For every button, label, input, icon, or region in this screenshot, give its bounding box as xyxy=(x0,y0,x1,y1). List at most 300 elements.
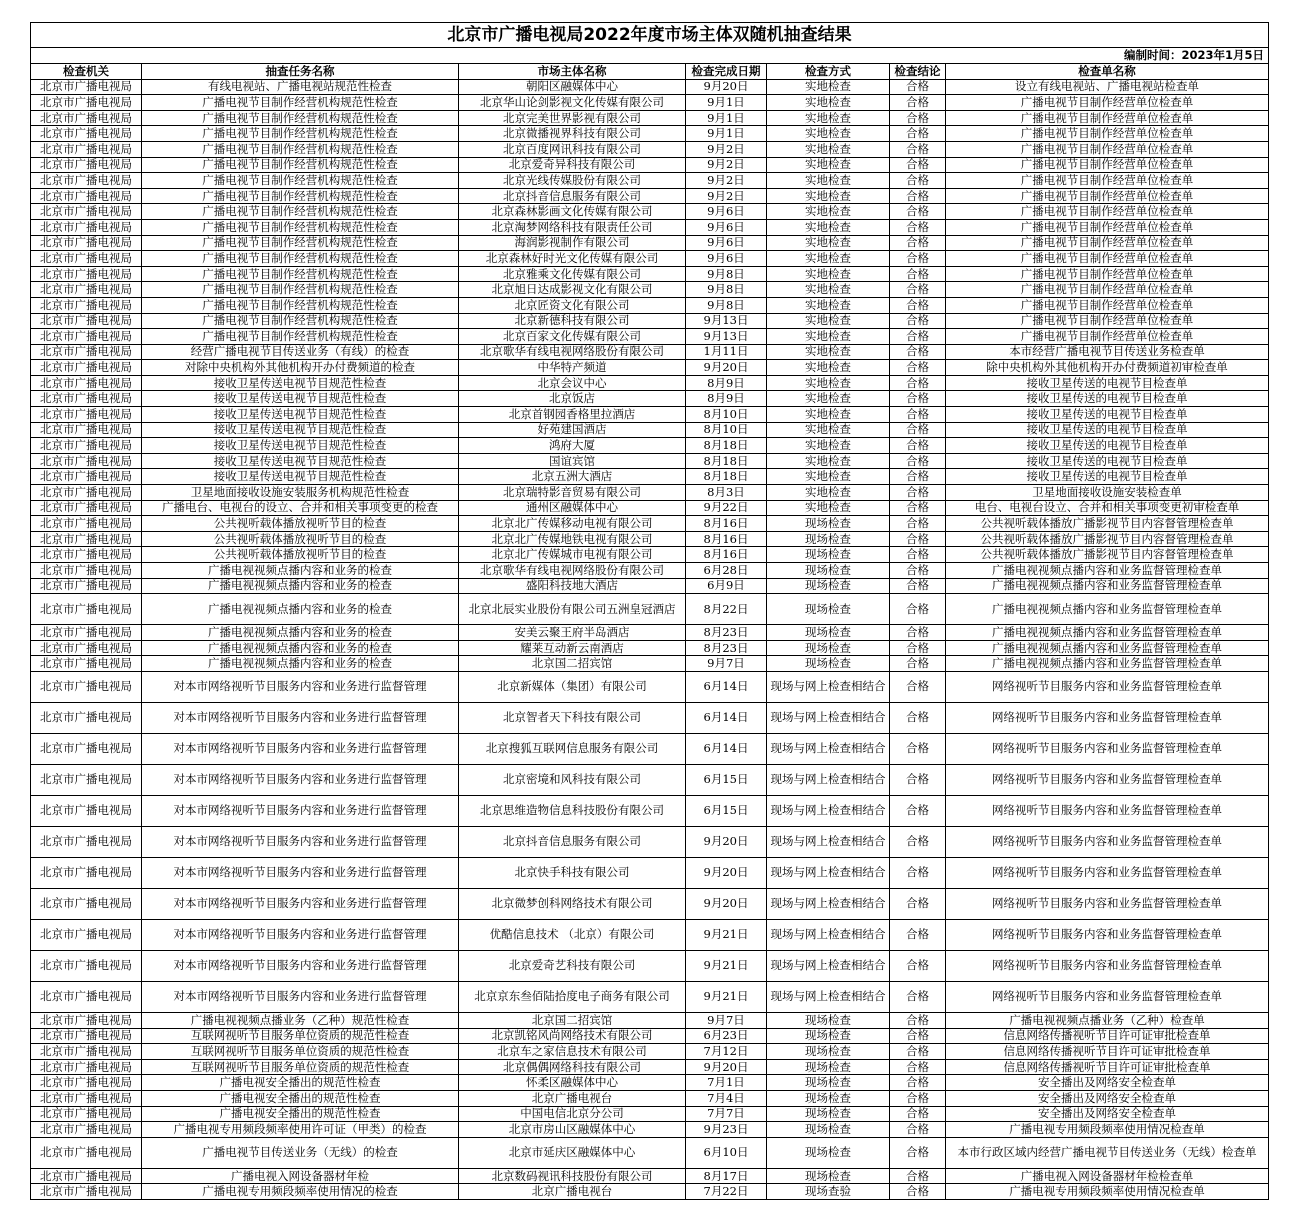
table-row xyxy=(31,282,1269,298)
cell-method: 现场检查 xyxy=(767,1090,890,1106)
cell-form: 广播电视视频点播内容和业务监督管理检查单 xyxy=(946,578,1269,594)
cell-date: 9月21日 xyxy=(686,950,767,981)
cell-result: 合格 xyxy=(890,1090,946,1106)
cell-entity: 北京微播视界科技有限公司 xyxy=(459,126,686,142)
cell-method: 现场检查 xyxy=(767,1012,890,1028)
page-title: 北京市广播电视局2022年度市场主体双随机抽查结果 xyxy=(31,23,1269,48)
cell-form: 网络视听节目服务内容和业务监督管理检查单 xyxy=(946,702,1269,733)
cell-agency: 北京市广播电视局 xyxy=(31,950,142,981)
cell-method: 实地检查 xyxy=(767,500,890,516)
cell-form: 安全播出及网络安全检查单 xyxy=(946,1090,1269,1106)
table-row xyxy=(31,110,1269,126)
cell-result: 合格 xyxy=(890,297,946,313)
cell-agency: 北京市广播电视局 xyxy=(31,173,142,189)
cell-method: 现场检查 xyxy=(767,625,890,641)
cell-form: 网络视听节目服务内容和业务监督管理检查单 xyxy=(946,826,1269,857)
cell-task: 广播电视视频点播内容和业务的检查 xyxy=(142,640,459,656)
cell-method: 实地检查 xyxy=(767,360,890,376)
cell-task: 广播电视节目制作经营机构规范性检查 xyxy=(142,188,459,204)
cell-method: 现场检查 xyxy=(767,547,890,563)
table-row xyxy=(31,888,1269,919)
cell-method: 现场检查 xyxy=(767,578,890,594)
cell-entity: 北京完美世界影视有限公司 xyxy=(459,110,686,126)
cell-method: 实地检查 xyxy=(767,173,890,189)
cell-result: 合格 xyxy=(890,360,946,376)
table-row xyxy=(31,578,1269,594)
cell-date: 9月2日 xyxy=(686,188,767,204)
cell-date: 8月16日 xyxy=(686,516,767,532)
table-row xyxy=(31,360,1269,376)
cell-date: 7月12日 xyxy=(686,1044,767,1060)
cell-result: 合格 xyxy=(890,141,946,157)
cell-task: 接收卫星传送电视节目规范性检查 xyxy=(142,375,459,391)
table-row xyxy=(31,453,1269,469)
cell-method: 实地检查 xyxy=(767,235,890,251)
cell-result: 合格 xyxy=(890,950,946,981)
cell-agency: 北京市广播电视局 xyxy=(31,733,142,764)
cell-agency: 北京市广播电视局 xyxy=(31,981,142,1012)
cell-entity: 北京新德科技有限公司 xyxy=(459,313,686,329)
cell-result: 合格 xyxy=(890,407,946,423)
cell-date: 9月13日 xyxy=(686,329,767,345)
cell-form: 广播电视节目制作经营单位检查单 xyxy=(946,235,1269,251)
cell-entity: 朝阳区融媒体中心 xyxy=(459,79,686,95)
cell-date: 8月9日 xyxy=(686,391,767,407)
cell-method: 现场检查 xyxy=(767,516,890,532)
cell-form: 广播电视视频点播业务（乙种）检查单 xyxy=(946,1012,1269,1028)
cell-form: 广播电视节目制作经营单位检查单 xyxy=(946,282,1269,298)
cell-method: 现场检查 xyxy=(767,1059,890,1075)
cell-form: 除中央机构外其他机构开办付费频道初审检查单 xyxy=(946,360,1269,376)
cell-task: 广播电视安全播出的规范性检查 xyxy=(142,1090,459,1106)
table-row xyxy=(31,1106,1269,1122)
cell-task: 广播电视视频点播业务（乙种）规范性检查 xyxy=(142,1012,459,1028)
cell-date: 9月21日 xyxy=(686,919,767,950)
cell-agency: 北京市广播电视局 xyxy=(31,1044,142,1060)
cell-task: 广播电视节目制作经营机构规范性检查 xyxy=(142,266,459,282)
cell-method: 现场与网上检查相结合 xyxy=(767,764,890,795)
cell-method: 现场检查 xyxy=(767,1168,890,1184)
cell-date: 7月1日 xyxy=(686,1075,767,1091)
cell-date: 9月7日 xyxy=(686,656,767,672)
table-row xyxy=(31,391,1269,407)
cell-entity: 北京国二招宾馆 xyxy=(459,1012,686,1028)
cell-agency: 北京市广播电视局 xyxy=(31,407,142,423)
cell-method: 现场检查 xyxy=(767,1075,890,1091)
cell-method: 现场检查 xyxy=(767,1137,890,1168)
cell-date: 9月20日 xyxy=(686,826,767,857)
cell-task: 公共视听载体播放视听节目的检查 xyxy=(142,547,459,563)
cell-result: 合格 xyxy=(890,857,946,888)
table-row xyxy=(31,594,1269,625)
cell-task: 接收卫星传送电视节目规范性检查 xyxy=(142,469,459,485)
header-cell: 检查单名称 xyxy=(946,64,1269,80)
cell-date: 8月3日 xyxy=(686,485,767,501)
cell-entity: 北京思维造物信息科技股份有限公司 xyxy=(459,795,686,826)
cell-date: 6月28日 xyxy=(686,563,767,579)
cell-agency: 北京市广播电视局 xyxy=(31,563,142,579)
cell-result: 合格 xyxy=(890,671,946,702)
cell-entity: 北京爱奇异科技有限公司 xyxy=(459,157,686,173)
cell-task: 广播电视节目制作经营机构规范性检查 xyxy=(142,329,459,345)
table-row xyxy=(31,857,1269,888)
table-row xyxy=(31,204,1269,220)
cell-method: 现场与网上检查相结合 xyxy=(767,826,890,857)
cell-entity: 北京微梦创科网络技术有限公司 xyxy=(459,888,686,919)
cell-method: 现场检查 xyxy=(767,640,890,656)
cell-task: 广播电视专用频段频率使用情况的检查 xyxy=(142,1184,459,1200)
cell-entity: 盛阳科技地大酒店 xyxy=(459,578,686,594)
cell-agency: 北京市广播电视局 xyxy=(31,516,142,532)
cell-form: 广播电视节目制作经营单位检查单 xyxy=(946,157,1269,173)
cell-entity: 北京国二招宾馆 xyxy=(459,656,686,672)
cell-entity: 海润影视制作有限公司 xyxy=(459,235,686,251)
cell-task: 接收卫星传送电视节目规范性检查 xyxy=(142,407,459,423)
cell-result: 合格 xyxy=(890,375,946,391)
cell-agency: 北京市广播电视局 xyxy=(31,500,142,516)
cell-task: 广播电视视频点播内容和业务的检查 xyxy=(142,578,459,594)
cell-date: 9月1日 xyxy=(686,110,767,126)
cell-task: 对除中央机构外其他机构开办付费频道的检查 xyxy=(142,360,459,376)
cell-result: 合格 xyxy=(890,733,946,764)
cell-date: 8月18日 xyxy=(686,438,767,454)
cell-task: 广播电视入网设备器材年检 xyxy=(142,1168,459,1184)
cell-result: 合格 xyxy=(890,1075,946,1091)
cell-result: 合格 xyxy=(890,1137,946,1168)
table-row xyxy=(31,485,1269,501)
cell-result: 合格 xyxy=(890,578,946,594)
cell-task: 接收卫星传送电视节目规范性检查 xyxy=(142,391,459,407)
cell-result: 合格 xyxy=(890,79,946,95)
cell-entity: 怀柔区融媒体中心 xyxy=(459,1075,686,1091)
cell-form: 广播电视节目制作经营单位检查单 xyxy=(946,173,1269,189)
cell-result: 合格 xyxy=(890,764,946,795)
cell-entity: 北京广播电视台 xyxy=(459,1090,686,1106)
table-row xyxy=(31,500,1269,516)
cell-method: 现场检查 xyxy=(767,656,890,672)
cell-date: 9月2日 xyxy=(686,173,767,189)
cell-form: 广播电视节目制作经营单位检查单 xyxy=(946,110,1269,126)
cell-agency: 北京市广播电视局 xyxy=(31,297,142,313)
cell-result: 合格 xyxy=(890,625,946,641)
cell-agency: 北京市广播电视局 xyxy=(31,1106,142,1122)
cell-form: 电台、电视台设立、合并和相关事项变更初审检查单 xyxy=(946,500,1269,516)
cell-task: 接收卫星传送电视节目规范性检查 xyxy=(142,438,459,454)
cell-task: 广播电视视频点播内容和业务的检查 xyxy=(142,656,459,672)
cell-form: 广播电视节目制作经营单位检查单 xyxy=(946,95,1269,111)
cell-result: 合格 xyxy=(890,640,946,656)
cell-entity: 中国电信北京分公司 xyxy=(459,1106,686,1122)
cell-task: 广播电视节目制作经营机构规范性检查 xyxy=(142,110,459,126)
cell-date: 9月20日 xyxy=(686,888,767,919)
cell-date: 9月20日 xyxy=(686,857,767,888)
cell-entity: 北京会议中心 xyxy=(459,375,686,391)
cell-entity: 优酷信息技术 （北京）有限公司 xyxy=(459,919,686,950)
cell-result: 合格 xyxy=(890,1044,946,1060)
cell-entity: 北京数码视讯科技股份有限公司 xyxy=(459,1168,686,1184)
results-sheet xyxy=(30,22,1268,1200)
cell-form: 广播电视视频点播内容和业务监督管理检查单 xyxy=(946,625,1269,641)
cell-task: 广播电视节目制作经营机构规范性检查 xyxy=(142,141,459,157)
cell-entity: 安美云聚王府半岛酒店 xyxy=(459,625,686,641)
cell-task: 对本市网络视听节目服务内容和业务进行监督管理 xyxy=(142,733,459,764)
cell-form: 广播电视节目制作经营单位检查单 xyxy=(946,188,1269,204)
cell-method: 现场与网上检查相结合 xyxy=(767,857,890,888)
cell-agency: 北京市广播电视局 xyxy=(31,375,142,391)
cell-agency: 北京市广播电视局 xyxy=(31,640,142,656)
cell-task: 对本市网络视听节目服务内容和业务进行监督管理 xyxy=(142,950,459,981)
cell-entity: 北京淘梦网络科技有限责任公司 xyxy=(459,219,686,235)
cell-form: 广播电视节目制作经营单位检查单 xyxy=(946,297,1269,313)
cell-date: 7月7日 xyxy=(686,1106,767,1122)
cell-form: 广播电视节目制作经营单位检查单 xyxy=(946,266,1269,282)
cell-method: 实地检查 xyxy=(767,219,890,235)
table-row xyxy=(31,344,1269,360)
cell-form: 信息网络传播视听节目许可证审批检查单 xyxy=(946,1028,1269,1044)
cell-result: 合格 xyxy=(890,251,946,267)
cell-entity: 北京首钢园香格里拉酒店 xyxy=(459,407,686,423)
cell-method: 现场与网上检查相结合 xyxy=(767,671,890,702)
cell-date: 9月20日 xyxy=(686,360,767,376)
cell-form: 网络视听节目服务内容和业务监督管理检查单 xyxy=(946,919,1269,950)
cell-task: 广播电视视频点播内容和业务的检查 xyxy=(142,594,459,625)
cell-date: 8月16日 xyxy=(686,547,767,563)
cell-task: 广播电视节目传送业务（无线）的检查 xyxy=(142,1137,459,1168)
cell-task: 对本市网络视听节目服务内容和业务进行监督管理 xyxy=(142,888,459,919)
cell-entity: 北京光线传媒股份有限公司 xyxy=(459,173,686,189)
cell-entity: 北京市房山区融媒体中心 xyxy=(459,1122,686,1138)
cell-form: 设立有线电视站、广播电视站检查单 xyxy=(946,79,1269,95)
cell-result: 合格 xyxy=(890,981,946,1012)
cell-method: 实地检查 xyxy=(767,422,890,438)
cell-form: 接收卫星传送的电视节目检查单 xyxy=(946,469,1269,485)
cell-task: 互联网视听节目服务单位资质的规范性检查 xyxy=(142,1059,459,1075)
cell-task: 广播电视节目制作经营机构规范性检查 xyxy=(142,126,459,142)
cell-form: 广播电视节目制作经营单位检查单 xyxy=(946,126,1269,142)
cell-entity: 国谊宾馆 xyxy=(459,453,686,469)
table-row xyxy=(31,764,1269,795)
cell-agency: 北京市广播电视局 xyxy=(31,110,142,126)
cell-result: 合格 xyxy=(890,1106,946,1122)
cell-method: 现场检查 xyxy=(767,563,890,579)
table-row xyxy=(31,733,1269,764)
cell-entity: 北京快手科技有限公司 xyxy=(459,857,686,888)
table-row xyxy=(31,157,1269,173)
table-row xyxy=(31,95,1269,111)
cell-agency: 北京市广播电视局 xyxy=(31,531,142,547)
cell-form: 接收卫星传送的电视节目检查单 xyxy=(946,453,1269,469)
cell-agency: 北京市广播电视局 xyxy=(31,795,142,826)
cell-date: 8月9日 xyxy=(686,375,767,391)
cell-agency: 北京市广播电视局 xyxy=(31,266,142,282)
table-row xyxy=(31,1075,1269,1091)
cell-entity: 北京雅乘文化传媒有限公司 xyxy=(459,266,686,282)
cell-entity: 北京北辰实业股份有限公司五洲皇冠酒店 xyxy=(459,594,686,625)
cell-method: 现场与网上检查相结合 xyxy=(767,733,890,764)
cell-form: 广播电视节目制作经营单位检查单 xyxy=(946,329,1269,345)
cell-task: 对本市网络视听节目服务内容和业务进行监督管理 xyxy=(142,857,459,888)
table-row xyxy=(31,297,1269,313)
cell-form: 广播电视入网设备器材年检检查单 xyxy=(946,1168,1269,1184)
cell-form: 接收卫星传送的电视节目检查单 xyxy=(946,438,1269,454)
header-cell: 检查结论 xyxy=(890,64,946,80)
cell-agency: 北京市广播电视局 xyxy=(31,1168,142,1184)
cell-form: 接收卫星传送的电视节目检查单 xyxy=(946,391,1269,407)
table-row xyxy=(31,469,1269,485)
cell-result: 合格 xyxy=(890,219,946,235)
cell-agency: 北京市广播电视局 xyxy=(31,204,142,220)
cell-result: 合格 xyxy=(890,563,946,579)
cell-date: 9月8日 xyxy=(686,282,767,298)
cell-result: 合格 xyxy=(890,188,946,204)
cell-result: 合格 xyxy=(890,313,946,329)
cell-date: 8月10日 xyxy=(686,407,767,423)
cell-entity: 北京歌华有线电视网络股份有限公司 xyxy=(459,344,686,360)
cell-entity: 北京智者天下科技有限公司 xyxy=(459,702,686,733)
cell-method: 实地检查 xyxy=(767,329,890,345)
cell-form: 广播电视视频点播内容和业务监督管理检查单 xyxy=(946,563,1269,579)
cell-result: 合格 xyxy=(890,594,946,625)
cell-agency: 北京市广播电视局 xyxy=(31,360,142,376)
cell-entity: 鸿府大厦 xyxy=(459,438,686,454)
cell-form: 本市经营广播电视节目传送业务检查单 xyxy=(946,344,1269,360)
cell-task: 公共视听载体播放视听节目的检查 xyxy=(142,531,459,547)
cell-method: 现场检查 xyxy=(767,1028,890,1044)
cell-entity: 北京抖音信息服务有限公司 xyxy=(459,826,686,857)
cell-method: 实地检查 xyxy=(767,391,890,407)
cell-result: 合格 xyxy=(890,919,946,950)
header-cell: 检查完成日期 xyxy=(686,64,767,80)
cell-entity: 北京百度网讯科技有限公司 xyxy=(459,141,686,157)
cell-date: 6月9日 xyxy=(686,578,767,594)
header-row xyxy=(31,64,1269,80)
cell-form: 广播电视节目制作经营单位检查单 xyxy=(946,251,1269,267)
table-row xyxy=(31,173,1269,189)
cell-task: 卫星地面接收设施安装服务机构规范性检查 xyxy=(142,485,459,501)
table-row xyxy=(31,188,1269,204)
cell-method: 实地检查 xyxy=(767,110,890,126)
cell-method: 实地检查 xyxy=(767,79,890,95)
cell-result: 合格 xyxy=(890,235,946,251)
table-row xyxy=(31,563,1269,579)
cell-task: 公共视听载体播放视听节目的检查 xyxy=(142,516,459,532)
cell-task: 广播电视视频点播内容和业务的检查 xyxy=(142,563,459,579)
cell-form: 广播电视专用频段频率使用情况检查单 xyxy=(946,1184,1269,1200)
cell-entity: 北京五洲大酒店 xyxy=(459,469,686,485)
cell-task: 广播电视节目制作经营机构规范性检查 xyxy=(142,219,459,235)
cell-task: 对本市网络视听节目服务内容和业务进行监督管理 xyxy=(142,919,459,950)
cell-method: 现场检查 xyxy=(767,1106,890,1122)
cell-form: 接收卫星传送的电视节目检查单 xyxy=(946,375,1269,391)
cell-result: 合格 xyxy=(890,329,946,345)
cell-task: 广播电视节目制作经营机构规范性检查 xyxy=(142,251,459,267)
cell-task: 对本市网络视听节目服务内容和业务进行监督管理 xyxy=(142,764,459,795)
cell-agency: 北京市广播电视局 xyxy=(31,251,142,267)
cell-method: 实地检查 xyxy=(767,282,890,298)
cell-form: 广播电视节目制作经营单位检查单 xyxy=(946,204,1269,220)
cell-result: 合格 xyxy=(890,1028,946,1044)
cell-form: 公共视听载体播放广播影视节目内容督管理检查单 xyxy=(946,531,1269,547)
cell-form: 安全播出及网络安全检查单 xyxy=(946,1075,1269,1091)
cell-result: 合格 xyxy=(890,1012,946,1028)
header-cell: 检查机关 xyxy=(31,64,142,80)
cell-form: 网络视听节目服务内容和业务监督管理检查单 xyxy=(946,888,1269,919)
cell-form: 本市行政区域内经营广播电视节目传送业务（无线）检查单 xyxy=(946,1137,1269,1168)
cell-date: 7月4日 xyxy=(686,1090,767,1106)
cell-agency: 北京市广播电视局 xyxy=(31,157,142,173)
cell-date: 9月2日 xyxy=(686,141,767,157)
cell-method: 现场查验 xyxy=(767,1184,890,1200)
cell-method: 实地检查 xyxy=(767,375,890,391)
cell-result: 合格 xyxy=(890,266,946,282)
cell-date: 9月8日 xyxy=(686,297,767,313)
cell-method: 实地检查 xyxy=(767,141,890,157)
cell-entity: 北京匠资文化有限公司 xyxy=(459,297,686,313)
cell-date: 9月22日 xyxy=(686,500,767,516)
cell-agency: 北京市广播电视局 xyxy=(31,422,142,438)
cell-result: 合格 xyxy=(890,344,946,360)
cell-date: 6月14日 xyxy=(686,733,767,764)
cell-entity: 北京密境和风科技有限公司 xyxy=(459,764,686,795)
cell-entity: 北京华山论剑影视文化传媒有限公司 xyxy=(459,95,686,111)
table-row xyxy=(31,531,1269,547)
table-row xyxy=(31,1168,1269,1184)
cell-result: 合格 xyxy=(890,110,946,126)
table-row xyxy=(31,141,1269,157)
table-row xyxy=(31,422,1269,438)
cell-method: 现场检查 xyxy=(767,1044,890,1060)
cell-agency: 北京市广播电视局 xyxy=(31,594,142,625)
cell-task: 广播电视节目制作经营机构规范性检查 xyxy=(142,204,459,220)
cell-date: 8月17日 xyxy=(686,1168,767,1184)
cell-date: 6月10日 xyxy=(686,1137,767,1168)
cell-task: 广播电视安全播出的规范性检查 xyxy=(142,1106,459,1122)
cell-agency: 北京市广播电视局 xyxy=(31,485,142,501)
cell-date: 7月22日 xyxy=(686,1184,767,1200)
cell-method: 现场与网上检查相结合 xyxy=(767,919,890,950)
table-row xyxy=(31,1044,1269,1060)
cell-date: 9月6日 xyxy=(686,219,767,235)
cell-date: 9月1日 xyxy=(686,95,767,111)
compiled-date-row xyxy=(31,48,1269,64)
cell-method: 现场与网上检查相结合 xyxy=(767,888,890,919)
table-row xyxy=(31,1090,1269,1106)
table-row xyxy=(31,219,1269,235)
cell-method: 实地检查 xyxy=(767,204,890,220)
cell-method: 实地检查 xyxy=(767,126,890,142)
cell-method: 实地检查 xyxy=(767,407,890,423)
cell-task: 有线电视站、广播电视站规范性检查 xyxy=(142,79,459,95)
cell-date: 6月23日 xyxy=(686,1028,767,1044)
cell-entity: 中华特产频道 xyxy=(459,360,686,376)
cell-form: 广播电视节目制作经营单位检查单 xyxy=(946,313,1269,329)
table-row xyxy=(31,656,1269,672)
cell-method: 实地检查 xyxy=(767,453,890,469)
cell-agency: 北京市广播电视局 xyxy=(31,671,142,702)
cell-agency: 北京市广播电视局 xyxy=(31,95,142,111)
cell-method: 实地检查 xyxy=(767,157,890,173)
cell-agency: 北京市广播电视局 xyxy=(31,141,142,157)
cell-date: 9月6日 xyxy=(686,235,767,251)
cell-form: 网络视听节目服务内容和业务监督管理检查单 xyxy=(946,671,1269,702)
cell-form: 网络视听节目服务内容和业务监督管理检查单 xyxy=(946,981,1269,1012)
cell-result: 合格 xyxy=(890,485,946,501)
cell-date: 8月22日 xyxy=(686,594,767,625)
cell-form: 广播电视视频点播内容和业务监督管理检查单 xyxy=(946,656,1269,672)
cell-form: 广播电视视频点播内容和业务监督管理检查单 xyxy=(946,594,1269,625)
cell-task: 接收卫星传送电视节目规范性检查 xyxy=(142,453,459,469)
cell-date: 8月23日 xyxy=(686,640,767,656)
